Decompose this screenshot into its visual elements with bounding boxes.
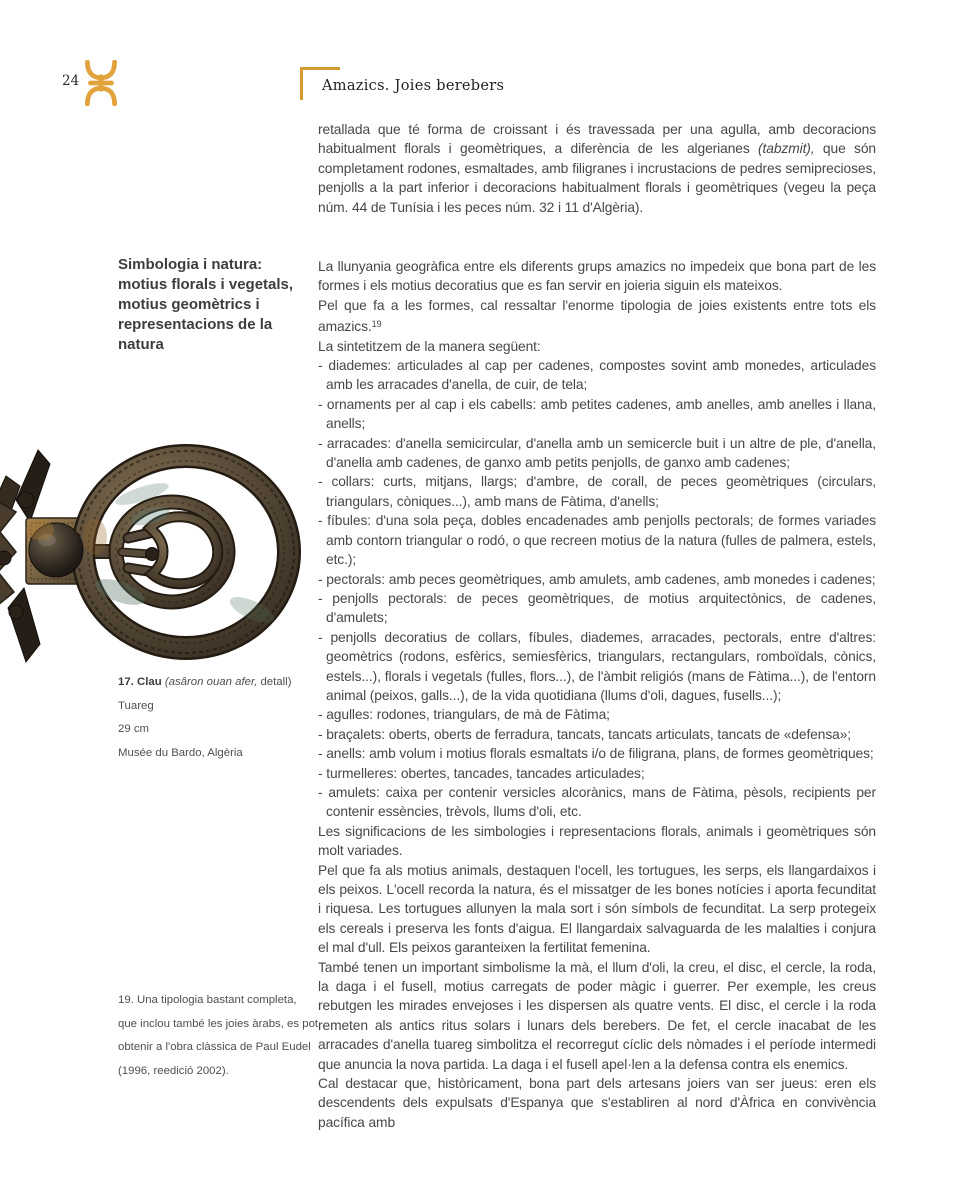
text-segment: Cal destacar que, històricament, bona part dels artesans joiers van ser jueus: eren els descendents dels expulsats d'Espanya que s'establiren al nord d'Àfrica en convivència pacífica amb <box>318 1076 876 1130</box>
footnote <box>118 989 333 1083</box>
footnote-line: obtenir a l'obra clàssica de Paul Eudel <box>118 1041 311 1054</box>
caption-line <box>118 695 328 719</box>
intro-paragraph <box>318 120 876 217</box>
list-item <box>318 783 876 822</box>
text-segment: detall) <box>257 676 292 688</box>
text-segment: Pel que fa als motius animals, destaquen l'ocell, les tortugues, les serps, els llangardaixos i els peixos. L'ocell recorda la natura, és el missatger de les bones notícies i aporta fecunditat i riquesa. Les tortugues allunyen la mala sort i són símbols de fecunditat. La serp protegeix els cereals i preserva les fonts d'aigua. El llangardaix salvaguarda de les malalties i conjura el mal d'ull. Els peixos garanteixen la fertilitat femenina. <box>318 862 876 956</box>
caption-line <box>118 718 328 742</box>
list-item <box>318 434 876 473</box>
text-segment: - amulets: caixa per contenir versicles alcorànics, mans de Fàtima, pèsols, recipients per contenir essències, trèvols, llums d'oli, etc. <box>318 784 876 820</box>
list-item <box>318 589 876 628</box>
text-segment: - penjolls decoratius de collars, fíbules, diademes, arracades, pectorals, entre d'altres: geomètrics (rodons, esfèrics, semiesfèrics, triangulars, rectangulars, romboïdals, cònics, estels...), florals i vegetals (fulles, flors...), de l'àmbit religiós (mans de Fàtima...), de l'entorn animal (peixos, galls...), de la vida quotidiana (llums d'oli, dagues, fusells...); <box>318 629 876 703</box>
list-item <box>318 511 876 569</box>
text-segment: - ornaments per al cap i els cabells: amb petites cadenes, amb anelles, amb anelles i llana, anells; <box>318 396 876 432</box>
list-item <box>318 356 876 395</box>
text-segment: - collars: curts, mitjans, llargs; d'ambre, de corall, de peces geomètriques (circulars, triangulars, còniques...), amb mans de Fàtima, d'anells; <box>318 474 876 509</box>
list-item <box>318 725 876 744</box>
text-segment: - turmelleres: obertes, tancades, tancades articulades; <box>318 765 645 781</box>
text-segment: Tuareg <box>118 699 154 712</box>
figure-caption <box>118 671 328 765</box>
text-segment: També tenen un important simbolisme la mà, el llum d'oli, la creu, el disc, el cercle, la roda, la daga i el fusell, motius carregats de poder màgic i guerrer. Per exemple, les creus rebutgen les mirades envejoses i les dispersen als quatre vents. El disc, el cercle i la roda remeten als antics ritus solars i lunars dels berebers. De fet, el cercle inacabat de les arracades d'anella tuareg simbolitza el recorregut cíclic dels nòmades i el període intermedi que anuncia la nova partida. La daga i el fusell apel·len a la defensa contra els enemics. <box>318 959 876 1072</box>
text-segment: Musée du Bardo, Algèria <box>118 746 243 759</box>
text-segment: (asâron ouan afer, <box>161 676 258 688</box>
list-item <box>318 628 876 706</box>
footnote-line: 19. Una tipologia bastant completa, <box>118 994 297 1006</box>
paragraph <box>318 1074 876 1132</box>
paragraph <box>318 958 876 1074</box>
heading-line: motius geomètrics i <box>118 296 260 313</box>
text-segment: 17. Clau <box>118 676 162 688</box>
heading-line: Simbologia i natura: <box>118 256 263 273</box>
list-item <box>318 705 876 724</box>
section-heading <box>118 255 318 355</box>
text-segment: - arracades: d'anella semicircular, d'anella amb un semicercle buit i un altre de ple, d'anella, d'anella amb cadenes, de ganxo amb petits penjolls, de ganxo amb cadenes; <box>318 435 876 471</box>
list-item <box>318 764 876 783</box>
text-segment: - agulles: rodones, triangulars, de mà de Fàtima; <box>318 707 610 723</box>
heading-line: motius florals i vegetals, <box>118 276 294 293</box>
list-item <box>318 472 876 511</box>
text-segment: - braçalets: oberts, oberts de ferradura, tancats, tancats articulats, tancats de «defensa»; <box>318 726 852 742</box>
list-item <box>318 570 876 589</box>
text-segment: retallada que té forma de croissant i és travessada per una agulla, amb decoracions habitualment florals i geomètriques, a diferència de les algerianes <box>318 122 876 157</box>
artifact-photo <box>0 442 336 672</box>
text-segment: Pel que fa a les formes, cal ressaltar l'enorme tipologia de joies existents entre tots els amazics. <box>318 297 876 335</box>
list-item <box>318 395 876 434</box>
body-flow <box>318 257 876 1132</box>
page-number: 24 <box>62 73 80 89</box>
heading-line: representacions de la <box>118 316 273 333</box>
text-segment: - fíbules: d'una sola peça, dobles encadenades amb penjolls pectorals; de formes variades amb contorn triangular o rodó, o que recreen motius de la natura (fulles de palmera, estels, etc.); <box>318 513 876 568</box>
caption-line <box>118 671 328 695</box>
text-segment: La sintetitzem de la manera següent: <box>318 338 541 354</box>
paragraph <box>318 257 876 296</box>
text-segment: 19 <box>371 319 382 330</box>
caption-line <box>118 742 328 766</box>
paragraph <box>318 337 876 356</box>
footnote-line: que inclou també les joies àrabs, es pot <box>118 1017 319 1030</box>
text-segment: - penjolls pectorals: de peces geomètriques, de motius arquitectònics, de cadenes, d'amulets; <box>318 590 876 626</box>
text-segment: - diademes: articulades al cap per cadenes, compostes sovint amb monedes, articulades amb les arracades d'anella, de cuir, de tela; <box>318 358 876 393</box>
text-segment: - anells: amb volum i motius florals esmaltats i/o de filigrana, plans, de formes geomètriques; <box>318 746 874 762</box>
amazigh-yaz-icon <box>84 60 118 106</box>
text-segment: - pectorals: amb peces geomètriques, amb amulets, amb cadenes, amb monedes i cadenes; <box>318 571 876 587</box>
heading-line: natura <box>118 336 164 353</box>
text-segment: 29 cm <box>118 723 150 736</box>
text-segment: (tabzmit), <box>758 141 815 157</box>
running-header-title: Amazics. Joies berebers <box>322 78 505 94</box>
list-item <box>318 744 876 763</box>
footnote-line: (1996, reedició 2002). <box>118 1064 229 1077</box>
paragraph <box>318 861 876 958</box>
text-segment: La llunyania geogràfica entre els diferents grups amazics no impedeix que bona part de les formes i els motius decoratius que es fan servir en joieria siguin els mateixos. <box>318 259 876 294</box>
paragraph <box>318 296 876 337</box>
text-segment: que són completament rodones, esmaltades, amb filigranes i incrustacions de pedres semiprecioses, penjolls a la part inferior i decoracions habitualment florals i geomètriques (vegeu la peça núm. 44 de Tunísia i les peces núm. 32 i 11 d'Algèria). <box>318 141 876 215</box>
text-segment: Les significacions de les simbologies i representacions florals, animals i geomètriques són molt variades. <box>318 823 876 859</box>
paragraph <box>318 822 876 861</box>
